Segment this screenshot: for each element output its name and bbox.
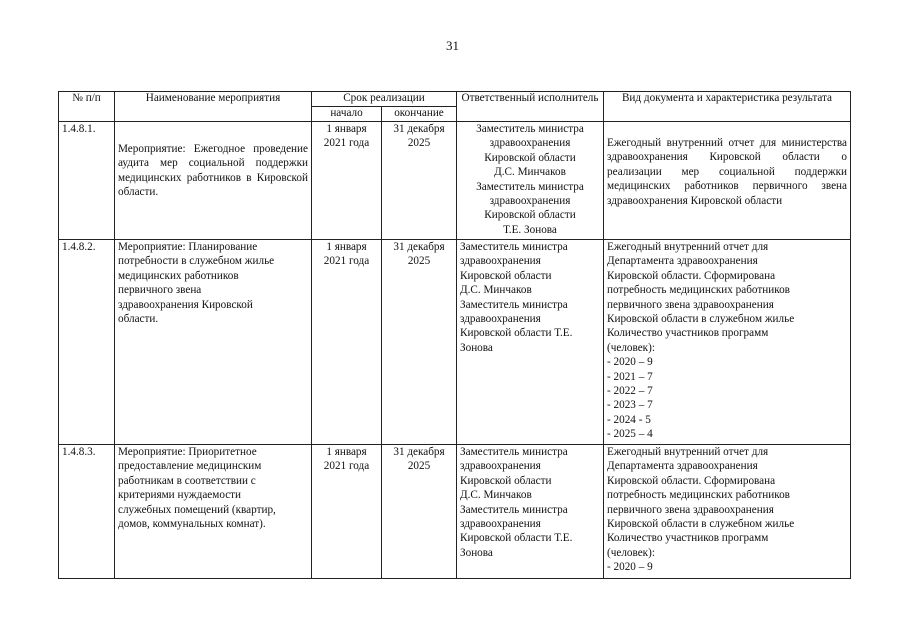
start-date: 1 января 2021 года [312,445,382,579]
header-end: окончание [382,107,457,122]
end-date: 31 декабря 2025 [382,445,457,579]
page-number: 31 [446,38,459,53]
activity-name-text: Мероприятие: Ежегодное проведение аудита мер социальной поддержки медицинских работников в Кировской области. [118,143,308,199]
header-period: Срок реализации [312,92,457,107]
row-number: 1.4.8.3. [59,445,115,579]
header-num: № п/п [59,92,115,122]
header-name: Наименование мероприятия [115,92,312,122]
row-number: 1.4.8.1. [59,122,115,240]
table-row [59,445,851,579]
activity-name: Мероприятие: Планирование потребности в служебном жилье медицинских работников первичного звена здравоохранения Кировской области. [115,240,312,445]
result-description-text: Ежегодный внутренний отчет для министерства здравоохранения Кировской области о реализации мер социальной поддержки медицинских работников первичного звена здравоохранения Кировской области [607,137,847,207]
responsible-executor: Заместитель министра здравоохранения Кировской области Д.С. Минчаков Заместитель министра здравоохранения Кировской области Т.Е. Зонова [457,122,604,240]
header-result: Вид документа и характеристика результата [604,92,851,122]
result-description: Ежегодный внутренний отчет для Департамента здравоохранения Кировской области. Сформирована потребность медицинских работников первичного звена здравоохранения Кировской области в служебном жилье Количество участников программ (человек): - 2020 – 9 - 2021 – 7 - 2022 – 7 - 2023 – 7 - 2024 - 5 - 2025 – 4 [604,240,851,445]
responsible-executor: Заместитель министра здравоохранения Кировской области Д.С. Минчаков Заместитель министра здравоохранения Кировской области Т.Е. Зонова [457,445,604,579]
row-number: 1.4.8.2. [59,240,115,445]
table-row [59,240,851,445]
header-start: начало [312,107,382,122]
activities-table [58,91,851,579]
start-date: 1 января 2021 года [312,240,382,445]
table-header-row [59,92,851,107]
end-date: 31 декабря 2025 [382,240,457,445]
responsible-executor: Заместитель министра здравоохранения Кировской области Д.С. Минчаков Заместитель министра здравоохранения Кировской области Т.Е. Зонова [457,240,604,445]
start-date: 1 января 2021 года [312,122,382,240]
result-description: Ежегодный внутренний отчет для Департамента здравоохранения Кировской области. Сформирована потребность медицинских работников первичного звена здравоохранения Кировской области в служебном жилье Количество участников программ (человек): - 2020 – 9 [604,445,851,579]
result-description [604,122,851,240]
activity-name [115,122,312,240]
table-row [59,122,851,240]
end-date: 31 декабря 2025 [382,122,457,240]
header-responsible: Ответственный исполнитель [457,92,604,122]
activity-name: Мероприятие: Приоритетное предоставление медицинским работникам в соответствии с критериями нуждаемости служебных помещений (квартир, домов, коммунальных комнат). [115,445,312,579]
